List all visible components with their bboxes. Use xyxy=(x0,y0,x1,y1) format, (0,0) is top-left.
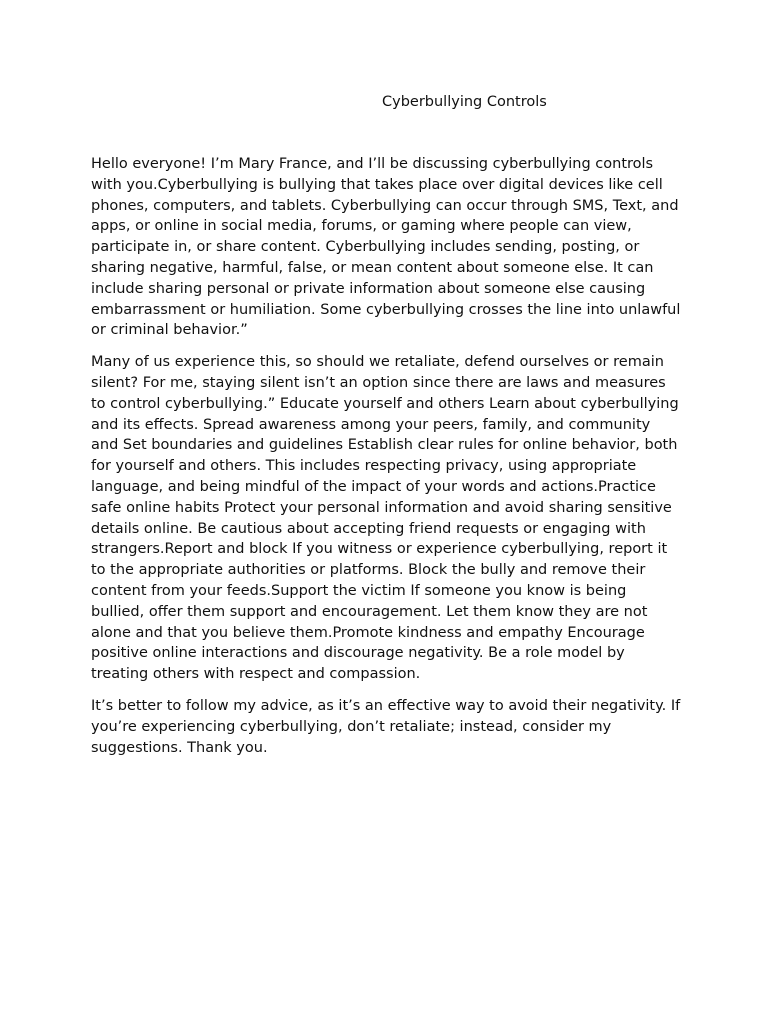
document-body xyxy=(91,154,681,769)
paragraph-conclusion: It’s better to follow my advice, as it’s an effective way to avoid their negativity. If you’re experiencing cyberbullying, don’t retaliate; instead, consider my suggestions. Thank you. xyxy=(91,697,681,756)
paragraph-advice: Many of us experience this, so should we retaliate, defend ourselves or remain silent? For me, staying silent isn’t an option since there are laws and measures to control cyberbullying.” Educate yourself and others Learn about cyberbullying and its effects. Spread awareness among your peers, family, and community and Set boundaries and guidelines Establish clear rules for online behavior, both for yourself and others. This includes respecting privacy, using appropriate language, and being mindful of the impact of your words and actions.Practice safe online habits Protect your personal information and avoid sharing sensitive details online. Be cautious about accepting friend requests or engaging with strangers.Report and block If you witness or experience cyberbullying, report it to the appropriate authorities or platforms. Block the bully and remove their content from your feeds.Support the victim If someone you know is being bullied, offer them support and encouragement. Let them know they are not alone and that you believe them.Promote kindness and empathy Encourage positive online interactions and discourage negativity. Be a role model by treating others with respect and compassion. xyxy=(91,354,679,683)
document-title: Cyberbullying Controls xyxy=(382,94,547,110)
paragraph-introduction: Hello everyone! I’m Mary France, and I’ll be discussing cyberbullying controls with you.Cyberbullying is bullying that takes place over digital devices like cell phones, computers, and tablets. Cyberbullying can occur through SMS, Text, and apps, or online in social media, forums, or gaming where people can view, participate in, or share content. Cyberbullying includes sending, posting, or sharing negative, harmful, false, or mean content about someone else. It can include sharing personal or private information about someone else causing embarrassment or humiliation. Some cyberbullying crosses the line into unlawful or criminal behavior.” xyxy=(91,156,681,339)
